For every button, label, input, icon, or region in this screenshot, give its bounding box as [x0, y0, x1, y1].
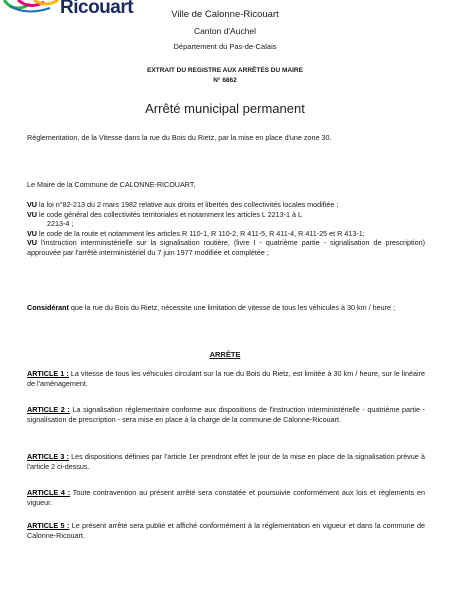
- document-title: Arrêté municipal permanent: [145, 101, 305, 116]
- town-name: Ville de Calonne-Ricouart: [171, 9, 279, 20]
- visa-text: la loi n°82-213 du 2 mars 1982 relative aux droits et libertés des collectivités locales modifiée ;: [37, 200, 339, 209]
- visa-keyword: VU: [27, 228, 37, 238]
- article-label: ARTICLE 5 :: [27, 521, 70, 530]
- article-label: ARTICLE 2 :: [27, 405, 70, 414]
- article-text: Le présent arrêté sera publié et affiché conformément à la réglementation en vigueur et dans la commune de Calonne-Ricouart.: [27, 521, 425, 541]
- logo-text: Ricouart: [60, 0, 134, 18]
- canton-name: Canton d'Auchel: [193, 26, 257, 36]
- visa-keyword: VU: [27, 200, 37, 209]
- visa-text: l'instruction interministérielle sur la signalisation routière, (livre I - quatrième partie - signalisation de prescription) approuvée par l'arrêté interministériel du 7 juin 1977 modifiée et complétée ;: [27, 238, 425, 257]
- article-label: ARTICLE 1 :: [27, 369, 69, 378]
- article-text: Toute contravention au présent arrêté sera constatée et poursuivie conformément aux lois et règlements en vigueur.: [27, 488, 425, 508]
- department-name: Département du Pas-de-Calais: [173, 42, 277, 51]
- article-1: [27, 369, 425, 389]
- visa-keyword: VU: [27, 238, 37, 248]
- decree-number: N° 6862: [213, 77, 237, 84]
- article-label: ARTICLE 3 :: [27, 452, 69, 461]
- visa-keyword: VU: [27, 209, 37, 219]
- considerant-paragraph: [27, 303, 425, 313]
- article-text: Les dispositions définies par l'article 1er prendront effet le jour de la mise en place de la signalisation prévue à l'article 2 ci-dessus.: [27, 452, 425, 472]
- arrete-heading: ARRÊTE: [209, 350, 241, 359]
- visa-text: 2213-4 ;: [47, 219, 74, 229]
- decree-subject: Réglementation, de la Vitesse dans la rue du Bois du Rietz, par la mise en place d'une zone 30.: [27, 133, 332, 142]
- visa-text: le code général des collectivités territoriales et notamment les articles L 2213-1 à L: [37, 209, 303, 219]
- visa-line: [27, 229, 425, 239]
- considerant-text: que la rue du Bois du Rietz, nécessite une limitation de vitesse de tous les véhicules à 30 km / heure ;: [68, 303, 395, 312]
- article-label: ARTICLE 4 :: [27, 488, 71, 497]
- article-4: [27, 488, 425, 508]
- visa-line: [27, 210, 425, 220]
- article-text: La vitesse de tous les véhicules circulant sur la rue du Bois du Rietz, est limitée à 30 km / heure, sur le linéaire de l'aménagement.: [27, 369, 426, 389]
- article-5: [27, 521, 425, 541]
- registry-extract-heading: EXTRAIT DU REGISTRE AUX ARRÊTÉS DU MAIRE: [147, 67, 303, 74]
- visa-line: [27, 200, 425, 210]
- article-3: [27, 452, 425, 472]
- visa-line: [27, 238, 425, 257]
- visa-continuation: [27, 219, 425, 229]
- article-2: [27, 405, 425, 425]
- mayor-line: Le Maire de la Commune de CALONNE-RICOUART,: [27, 180, 196, 189]
- considerant-keyword: Considérant: [27, 303, 69, 312]
- visa-text: le code de la route et notamment les articles R 110-1, R 110-2, R 411-5, R 411-4, R 411-25 et R 413-1;: [37, 228, 365, 238]
- visas-block: [27, 200, 425, 258]
- article-text: La signalisation réglementaire conforme aux dispositions de l'instruction interministérielle - quatrième partie - signalisation de prescription - sera mise en place à la charge de la commune de Calonne-Ricouart.: [27, 405, 426, 425]
